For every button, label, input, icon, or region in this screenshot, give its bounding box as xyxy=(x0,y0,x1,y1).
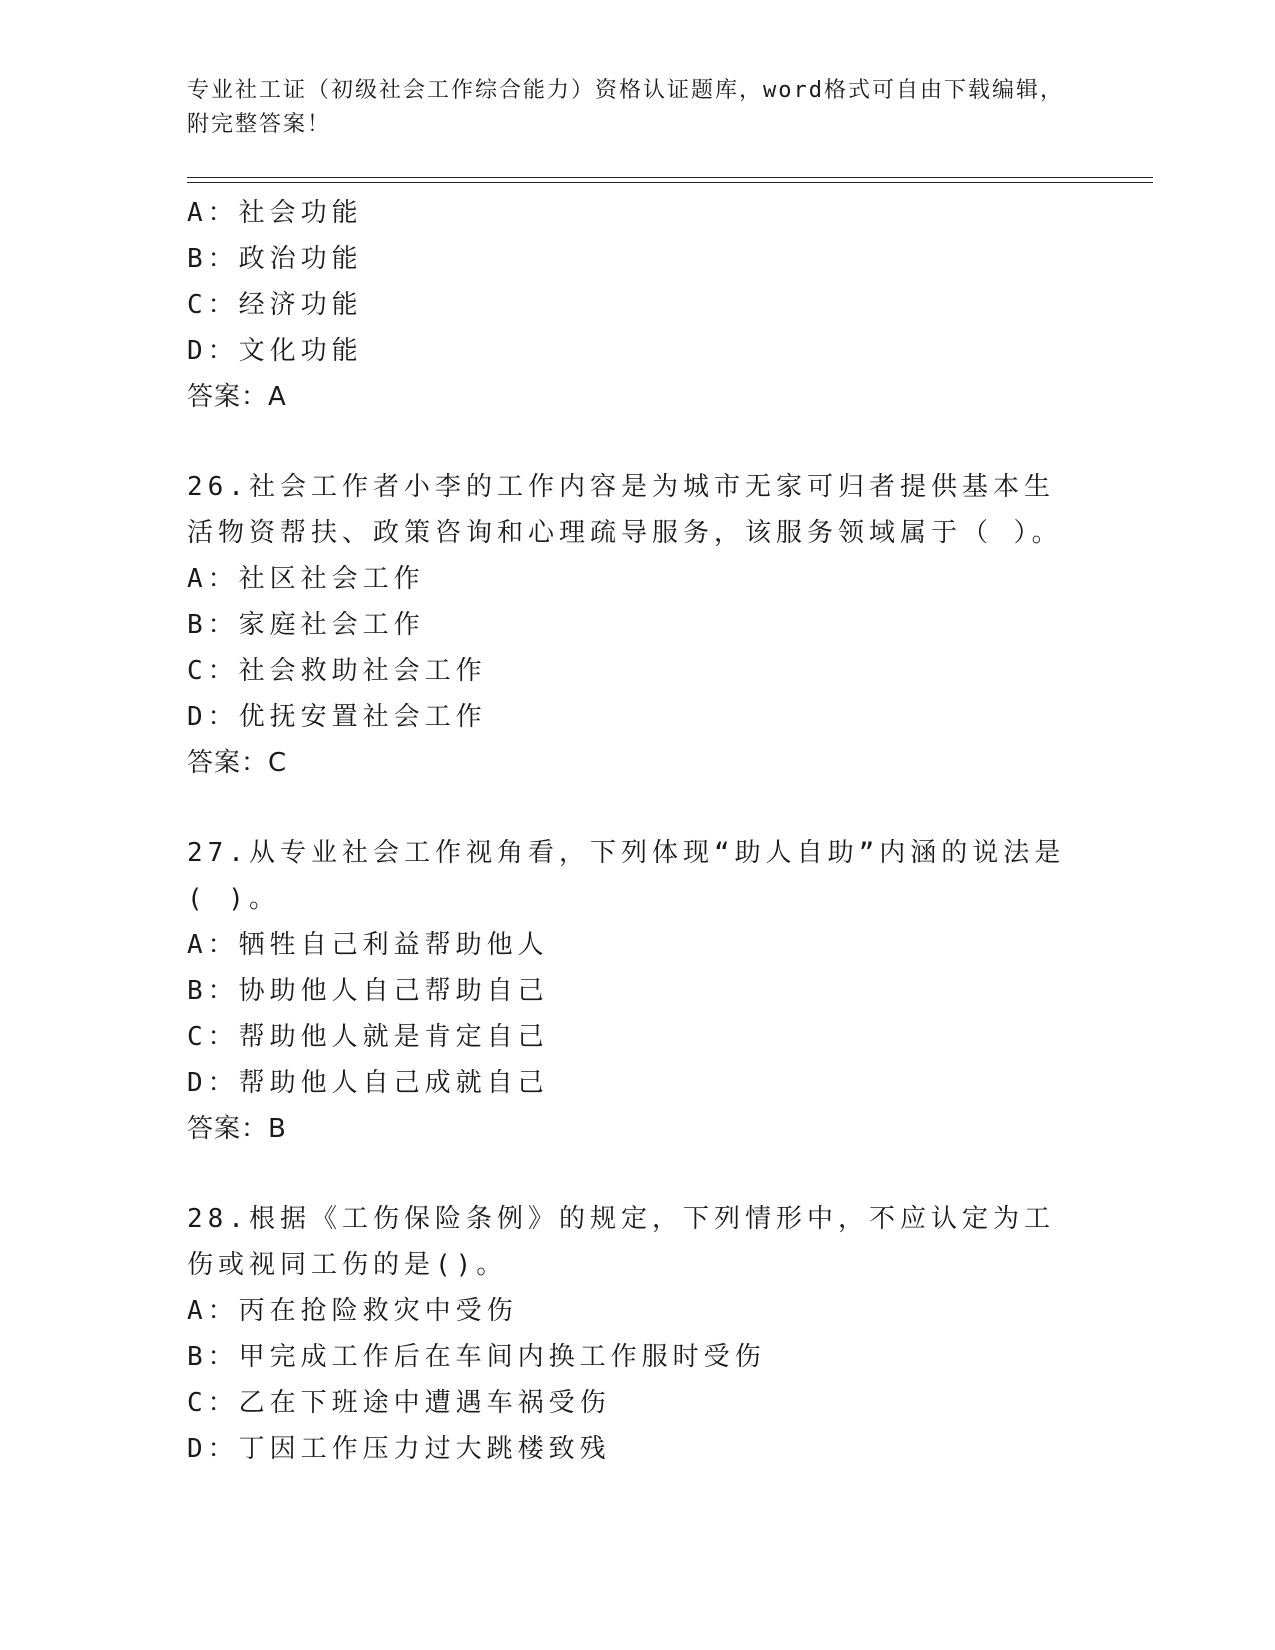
option-b: B：协助他人自己帮助自己 xyxy=(187,976,549,1006)
header-divider-bottom xyxy=(187,182,1153,183)
option-d: D：帮助他人自己成就自己 xyxy=(187,1068,549,1098)
question-list xyxy=(187,190,1087,1472)
option-d: D：丁因工作压力过大跳楼致残 xyxy=(187,1434,611,1464)
document-header: 专业社工证（初级社会工作综合能力）资格认证题库，word格式可自由下载编辑，附完整答案！ xyxy=(187,78,1064,137)
option-d: D：文化功能 xyxy=(187,336,363,366)
option-a: A：社会功能 xyxy=(187,198,363,228)
question-27 xyxy=(187,830,1087,1152)
header-divider-top xyxy=(187,177,1153,178)
option-c: C：乙在下班途中遭遇车祸受伤 xyxy=(187,1388,611,1418)
option-c: C：经济功能 xyxy=(187,290,363,320)
question-text: 27.从专业社会工作视角看，下列体现“助人自助”内涵的说法是( )。 xyxy=(187,838,1066,914)
question-25 xyxy=(187,190,1087,420)
option-a: A：社区社会工作 xyxy=(187,564,425,594)
option-b: B：甲完成工作后在车间内换工作服时受伤 xyxy=(187,1342,766,1372)
answer-line: 答案：C xyxy=(187,748,288,778)
question-text: 26.社会工作者小李的工作内容是为城市无家可归者提供基本生活物资帮扶、政策咨询和心理疏导服务，该服务领域属于（ ）。 xyxy=(187,472,1063,548)
question-28 xyxy=(187,1196,1087,1472)
question-text: 28.根据《工伤保险条例》的规定，下列情形中，不应认定为工伤或视同工伤的是()。 xyxy=(187,1204,1055,1280)
option-a: A：牺牲自己利益帮助他人 xyxy=(187,930,549,960)
answer-line: 答案：B xyxy=(187,1114,287,1144)
option-b: B：政治功能 xyxy=(187,244,363,274)
option-a: A：丙在抢险救灾中受伤 xyxy=(187,1296,518,1326)
answer-line: 答案：A xyxy=(187,382,287,412)
question-26 xyxy=(187,464,1087,786)
option-c: C：帮助他人就是肯定自己 xyxy=(187,1022,549,1052)
option-d: D：优抚安置社会工作 xyxy=(187,702,487,732)
option-b: B：家庭社会工作 xyxy=(187,610,425,640)
option-c: C：社会救助社会工作 xyxy=(187,656,487,686)
